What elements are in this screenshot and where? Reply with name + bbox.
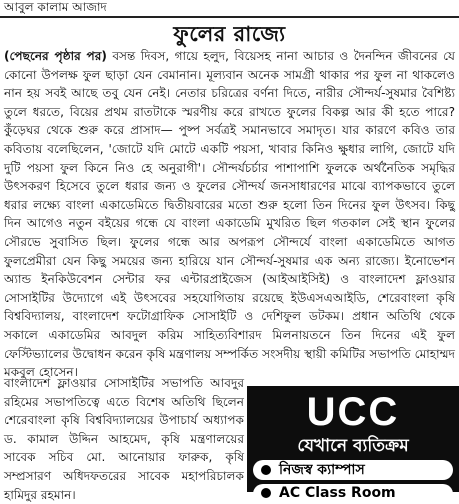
- ad-feature-1-text: নিজস্ব ক্যাম্পাস: [279, 462, 365, 478]
- paragraph-narrow-text: বাংলাদেশ ফ্লাওয়ার সোসাইটির সভাপতি আবদুর রহিমের সভাপতিত্বে এতে বিশেষ অতিথি ছিলেন শেরেবাংলা কৃষি বিশ্ববিদ্যালয়ের উপাচার্য অধ্যাপক ড. কামাল উদ্দিন আহমেদ, কৃষি মন্ত্রণালয়ের সাবেক সচিব মো. আনোয়ার ফারুক, কৃষি সম্প্রসারণ অধিদফতরের সাবেক মহাপরিচালক হামিদুর রহমান।: [4, 376, 244, 502]
- bullet-icon: [261, 488, 271, 498]
- article-body: [4, 47, 455, 382]
- bullet-icon: [261, 465, 271, 475]
- ad-feature-1: [253, 460, 453, 480]
- ucc-advertisement: [247, 386, 459, 501]
- article-paragraph-main: [4, 47, 455, 382]
- byline: আবুল কালাম আজাদ: [4, 0, 107, 14]
- ad-feature-2: [253, 484, 453, 504]
- ad-feature-2-text: AC Class Room: [279, 485, 396, 501]
- ad-brand-logo: UCC: [306, 390, 400, 434]
- paragraph-main-text: বসন্ত দিবস, গায়ে হলুদ, বিয়েসহ নানা আচার ও দৈনন্দিন জীবনের যে কোনো উপলক্ষ ফুল ছাড়া যেন বেমানান। মূল্যবান অনেক সামগ্রী থাকার পর ফুল না থাকলেও নান হয় সবই আছে তবু যেন নেই। নেতার চরিত্রের বর্ণনা দিতে, নারীর সৌন্দর্য-সুষমার বৈশিষ্ট্য তুলে ধরতে, বিয়ের প্রথম রাতটাকে স্মরণীয় করে রাখতে ফুলের বিকল্প আর কী হতে পারে? কুঁড়েঘর থেকে শুরু করে প্রাসাদ— পুষ্প সর্বত্রই সমানভাবে সমাদৃত। যার কারণে কবিও তার কবিতায় বলেছিলেন, 'জোটে যদি মোটে একটি পয়সা, খাবার কিনিও ক্ষুধার লাগি, জোটে যদি দুটি পয়সা ফুল কিনে নিও হে অনুরাগী'। সৌন্দর্যচর্চার পাশাপাশি ফুলকে অর্থনৈতিক সমৃদ্ধির উৎসকরণ হিসেবে তুলে ধরার জন্য ও ফুলের সৌন্দর্য জনসাধারণের মাঝে ব্যাপকভাবে তুলে ধরার লক্ষ্যে বাংলা একাডেমিতে দ্বিতীয়বারের মতো শুরু হলো তিন দিনের ফুল উৎসব। কিছু দিন আগেও নতুন বইয়ের গন্ধে যে বাংলা একাডেমি মুখরিত ছিল গতকাল সেই স্থান ফুলের সৌরভে সুবাসিত ছিল। ফুলের গন্ধে আর অপরূপ সৌন্দর্যে বাংলা একাডেমিতে আগত ফুলপ্রেমীরা যেন কিছু সময়ের জন্য হারিয়ে যান সৌন্দর্য-সুষমার এক অন্য রাজ্যে। ইনোভেশন অ্যান্ড ইনকিউবেশন সেন্টার ফর এন্টারপ্রাইজেস (আইআইসিই) ও বাংলাদেশ ফ্লাওয়ার সোসাইটির উদ্যোগে এই উৎসবের সহযোগিতায় রয়েছে ইউএসএআইডি, শেরেবাংলা কৃষি বিশ্ববিদ্যালয়, বাংলাদেশ ফটোগ্রাফিক সোসাইটি ও দেশিফুল ডটকম। প্রধান অতিথি থেকে সকালে একাডেমির আবদুল করিম সাহিত্যবিশারদ মিলনায়তনে তিন দিনের এই ফুল ফেস্টিভ্যালের উদ্বোধন করেন কৃষি মন্ত্রণালয় সম্পর্কিত সংসদীয় স্থায়ী কমিটির সভাপতি মোহাম্মদ মকবুল হোসেন।: [4, 49, 455, 380]
- continued-from-label: (পেছনের পৃষ্ঠার পর): [4, 49, 107, 63]
- headline: ফুলের রাজ্যে: [173, 22, 286, 46]
- headline-bar: [0, 16, 459, 46]
- article-paragraph-narrow: [4, 374, 244, 504]
- ad-tagline: যেখানে ব্যতিক্রম: [297, 436, 409, 456]
